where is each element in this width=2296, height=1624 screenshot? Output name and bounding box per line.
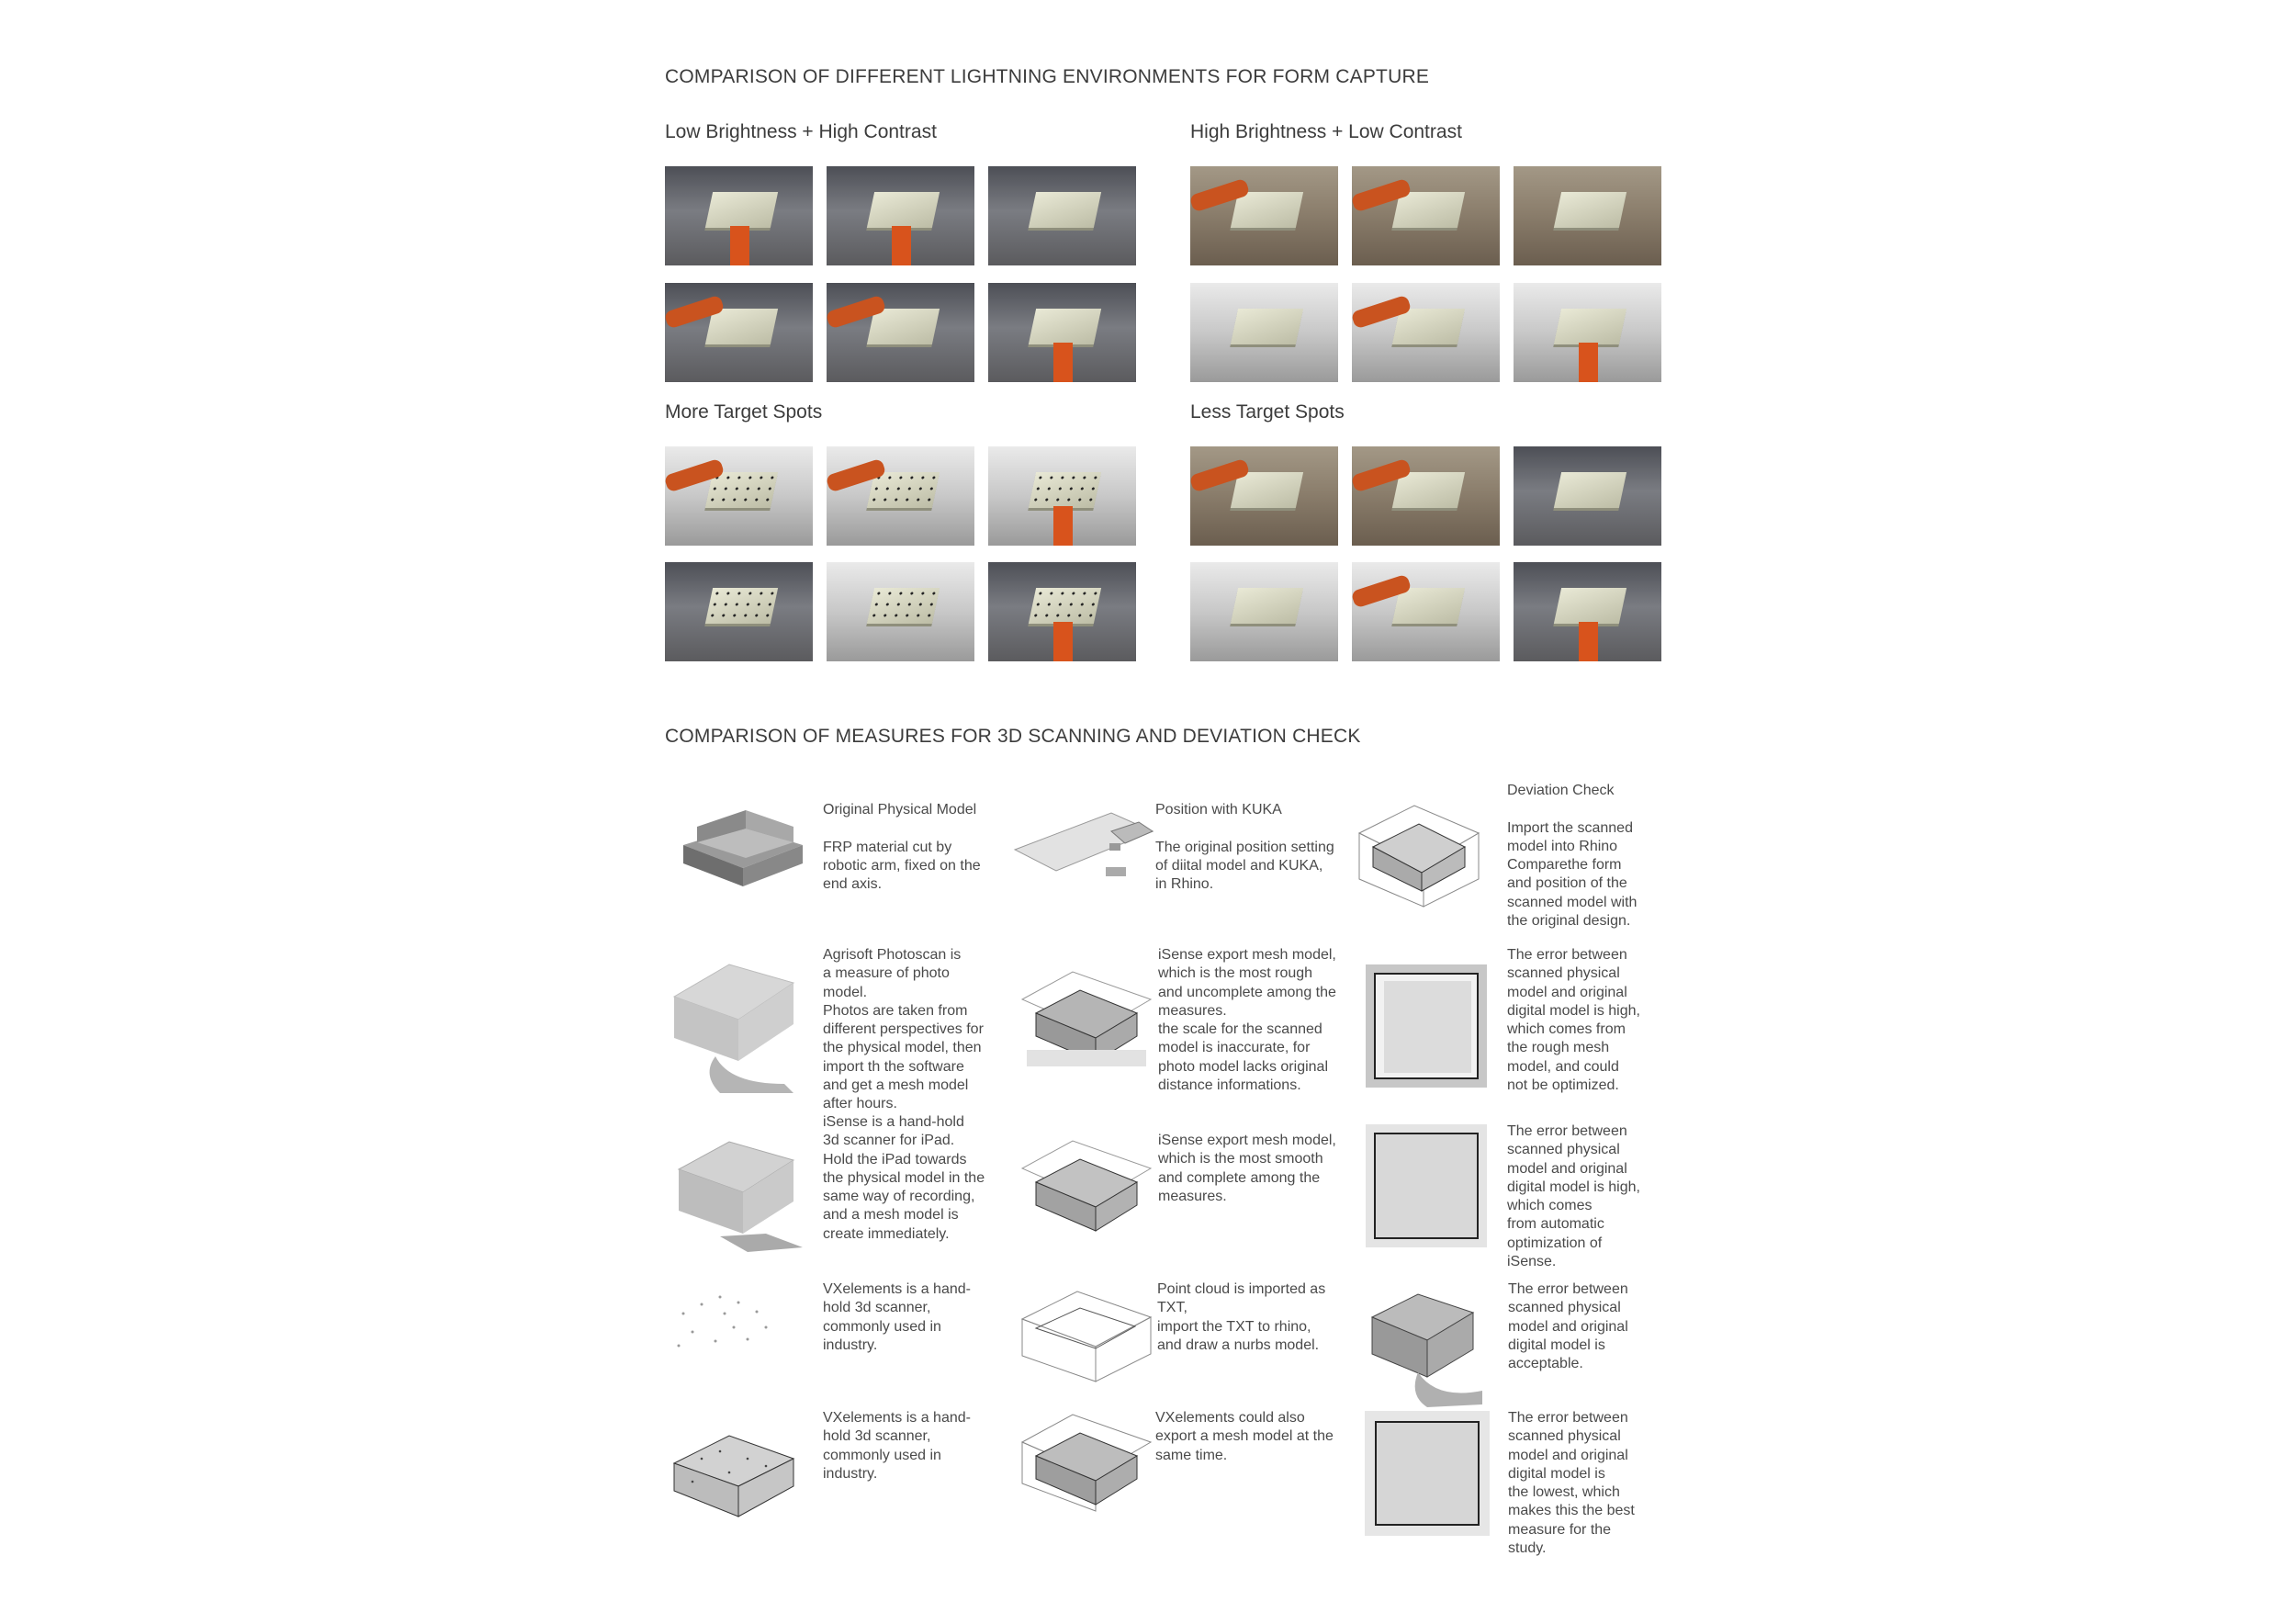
photo-thumbnail [1514,166,1661,265]
photo-thumbnail [665,166,813,265]
group-label-low-brightness: Low Brightness + High Contrast [665,121,937,142]
point-cloud-drawing [665,1286,793,1359]
deviation-topview-drawing [1364,1122,1489,1249]
vxelements-export-drawing [1018,1405,1155,1516]
photo-thumbnail [1352,562,1500,661]
photo-thumbnail [1190,166,1338,265]
vxelements-mesh-drawing [665,1422,803,1541]
photo-thumbnail [1352,166,1500,265]
deviation-topview-drawing [1363,1409,1491,1538]
photo-thumbnail [1352,446,1500,546]
section-title-scanning: COMPARISON OF MEASURES FOR 3D SCANNING AND DEVIATION CHECK [665,726,1361,747]
photo-thumbnail [1190,446,1338,546]
row2-col2-text: iSense export mesh model, which is the most smooth and complete among the measures. [1158,1133,1336,1204]
row2-col3-text: The error between scanned physical model and original digital model is high, which comes from automatic optimization of iSense. [1507,1123,1640,1270]
photo-thumbnail [1514,562,1661,661]
row0-col3-text: Deviation Check Import the scanned model into Rhino Comparethe form and position of the scanned model with the original design. [1507,783,1638,930]
isense-smooth-mesh-drawing [1018,1132,1155,1237]
photo-thumbnail [1190,283,1338,382]
row0-col2-text: Position with KUKA The original position setting of diital model and KUKA, in Rhino. [1155,802,1334,893]
photo-thumbnail [827,283,974,382]
isense-scanner-drawing [665,1119,812,1257]
row4-col2-text: VXelements could also export a mesh model at the same time. [1155,1410,1334,1463]
kuka-position-drawing [1010,808,1157,891]
photo-thumbnail [988,446,1136,546]
photo-thumbnail [988,562,1136,661]
photo-thumbnail [665,283,813,382]
row3-col1-text: VXelements is a hand- hold 3d scanner, commonly used in industry. [823,1281,971,1353]
section-title-lighting: COMPARISON OF DIFFERENT LIGHTNING ENVIRONMENTS FOR FORM CAPTURE [665,66,1430,87]
photo-thumbnail [1352,283,1500,382]
isense-rough-mesh-drawing [1018,963,1155,1068]
row1-col3-text: The error between scanned physical model and original digital model is high, which comes from the rough mesh model, and could not be optimized. [1507,947,1640,1094]
row2-col1-text: iSense is a hand-hold 3d scanner for iPad. Hold the iPad towards the physical model in the same way of recording, and a mesh model is create immediately. [823,1114,985,1242]
row4-col1-text: VXelements is a hand- hold 3d scanner, commonly used in industry. [823,1410,971,1482]
nurbs-model-drawing [1018,1282,1155,1383]
photo-thumbnail [1190,562,1338,661]
photo-thumbnail [988,166,1136,265]
row0-col1-text: Original Physical Model FRP material cut by robotic arm, fixed on the end axis. [823,802,981,893]
photo-thumbnail [827,166,974,265]
photoscan-mesh-drawing [665,946,812,1093]
row3-col3-text: The error between scanned physical model and original digital model is acceptable. [1508,1281,1628,1372]
row3-col2-text: Point cloud is imported as TXT, import the TXT to rhino, and draw a nurbs model. [1157,1281,1326,1353]
photo-thumbnail [1514,283,1661,382]
photo-thumbnail [665,446,813,546]
deviation-topview-drawing [1364,963,1489,1089]
photo-thumbnail [665,562,813,661]
row1-col2-text: iSense export mesh model, which is the most rough and uncomplete among the measures. the scale for the scanned model is inaccurate, for photo model lacks original distance informations. [1158,947,1336,1094]
photo-thumbnail [827,446,974,546]
row4-col3-text: The error between scanned physical model and original digital model is the lowest, which makes this the best measure for the study. [1508,1410,1635,1557]
photo-thumbnail [1514,446,1661,546]
group-label-less-targets: Less Target Spots [1190,401,1345,423]
row1-col1-text: Agrisoft Photoscan is a measure of photo model. Photos are taken from different perspectives for the physical model, then import th the software and get a mesh model after hours. [823,947,984,1112]
photo-thumbnail [988,283,1136,382]
photo-thumbnail [827,562,974,661]
group-label-more-targets: More Target Spots [665,401,823,423]
deviation-check-drawing [1350,792,1488,911]
deviation-mesh-drawing [1363,1280,1491,1409]
physical-model-drawing [674,799,812,900]
group-label-high-brightness: High Brightness + Low Contrast [1190,121,1462,142]
